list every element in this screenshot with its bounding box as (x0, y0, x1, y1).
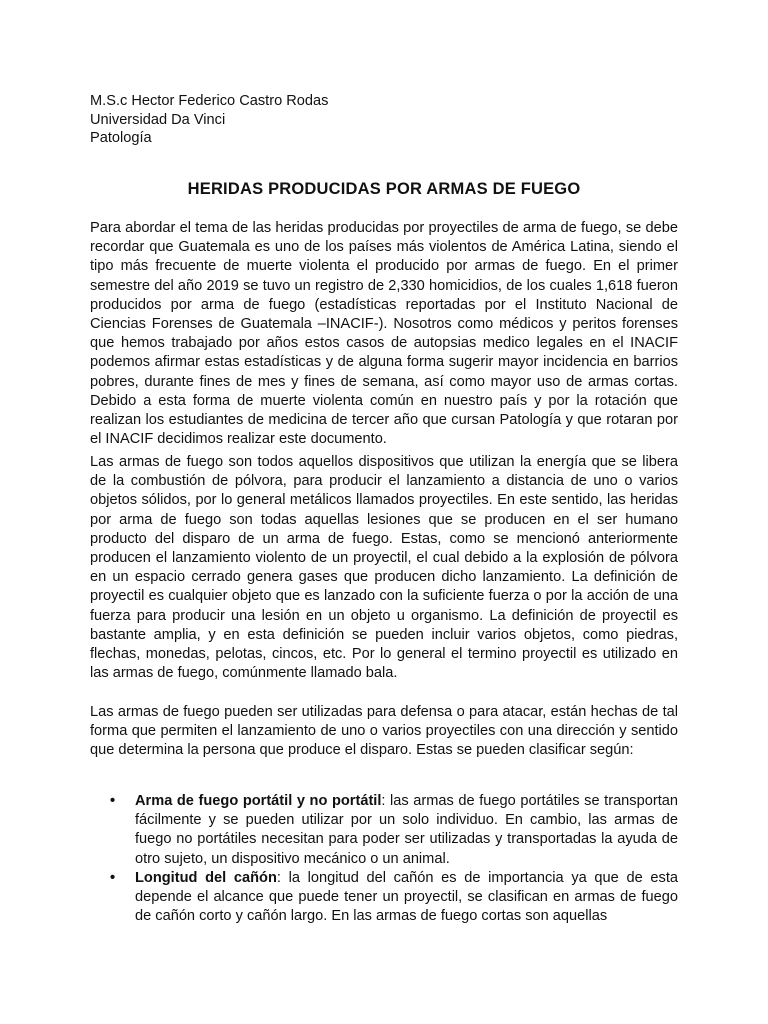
department-name: Patología (90, 130, 152, 146)
list-item-text: : la longitud del cañón es de importancia ya que de esta depende el alcance que puede tener un proyectil, se clasifican en armas de fuego de cañón corto y cañón largo. En las armas de fuego cortas son aquellas (135, 869, 678, 925)
list-item-term: Longitud del cañón (135, 869, 277, 886)
bullet-icon: • (110, 869, 116, 886)
institution-name: Universidad Da Vinci (90, 111, 226, 128)
paragraph-definition: Las armas de fuego son todos aquellos dispositivos que utilizan la energía que se libera de la combustión de pólvora, para producir el lanzamiento a distancia de uno o varios objetos sólidos, por lo general metálicos llamados proyectiles. En este sentido, las heridas por arma de fuego son todas aquellas lesiones que se producen en el ser humano producto del disparo de un arma de fuego. Estas, como se mencionó anteriormente producen el lanzamiento violento de un proyectil, el cual debido a la explosión de pólvora en un espacio cerrado genera gases que producen dicho lanzamiento. La definición de proyectil es cualquier objeto que es lanzado con la suficiente fuerza o por la acción de una fuerza para producir una lesión en un objeto u organismo. La definición de proyectil es bastante amplia, y en esta definición se pueden incluir varios objetos, como piedras, flechas, monedas, pelotas, cincos, etc. Por lo general el termino proyectil es utilizado en las armas de fuego, comúnmente llamado bala. (90, 454, 678, 682)
paragraph-intro: Para abordar el tema de las heridas producidas por proyectiles de arma de fuego, se debe recordar que Guatemala es uno de los países más violentos de América Latina, siendo el tipo más frecuente de muerte violenta el producido por armas de fuego. En el primer semestre del año 2019 se tuvo un registro de 2,330 homicidios, de los cuales 1,618 fueron producidos por arma de fuego (estadísticas reportadas por el Instituto Nacional de Ciencias Forenses de Guatemala –INACIF-). Nosotros como médicos y peritos forenses que hemos trabajado por años estos casos de autopsias medico legales en el INACIF podemos afirmar estas estadísticas y de alguna forma sugerir mayor incidencia en barrios pobres, durante fines de mes y fines de semana, así como mayor uso de armas cortas. Debido a esta forma de muerte violenta común en nuestro país y por la rotación que realizan los estudiantes de medicina de tercer año que cursan Patología y que rotaran por el INACIF decidimos realizar este documento. (90, 220, 678, 448)
list-item-term: Arma de fuego portátil y no portátil (135, 793, 382, 809)
list-item (90, 869, 678, 927)
paragraph-classification: Las armas de fuego pueden ser utilizadas para defensa o para atacar, están hechas de tal forma que permiten el lanzamiento de uno o varios proyectiles con una dirección y sentido que determina la persona que produce el disparo. Estas se pueden clasificar según: (90, 704, 678, 759)
classification-list (90, 792, 678, 926)
list-item (90, 792, 678, 869)
author-name: M.S.c Hector Federico Castro Rodas (90, 93, 329, 109)
author-header (90, 92, 328, 148)
list-item-text: : las armas de fuego portátiles se transportan fácilmente y se pueden utilizar por un solo individuo. En cambio, las armas de fuego no portátiles necesitan para poder ser utilizadas y transportadas la ayuda de otro sujeto, un dispositivo mecánico o un animal. (135, 793, 678, 867)
document-title: HERIDAS PRODUCIDAS POR ARMAS DE FUEGO (187, 180, 581, 198)
bullet-icon: • (110, 793, 116, 809)
